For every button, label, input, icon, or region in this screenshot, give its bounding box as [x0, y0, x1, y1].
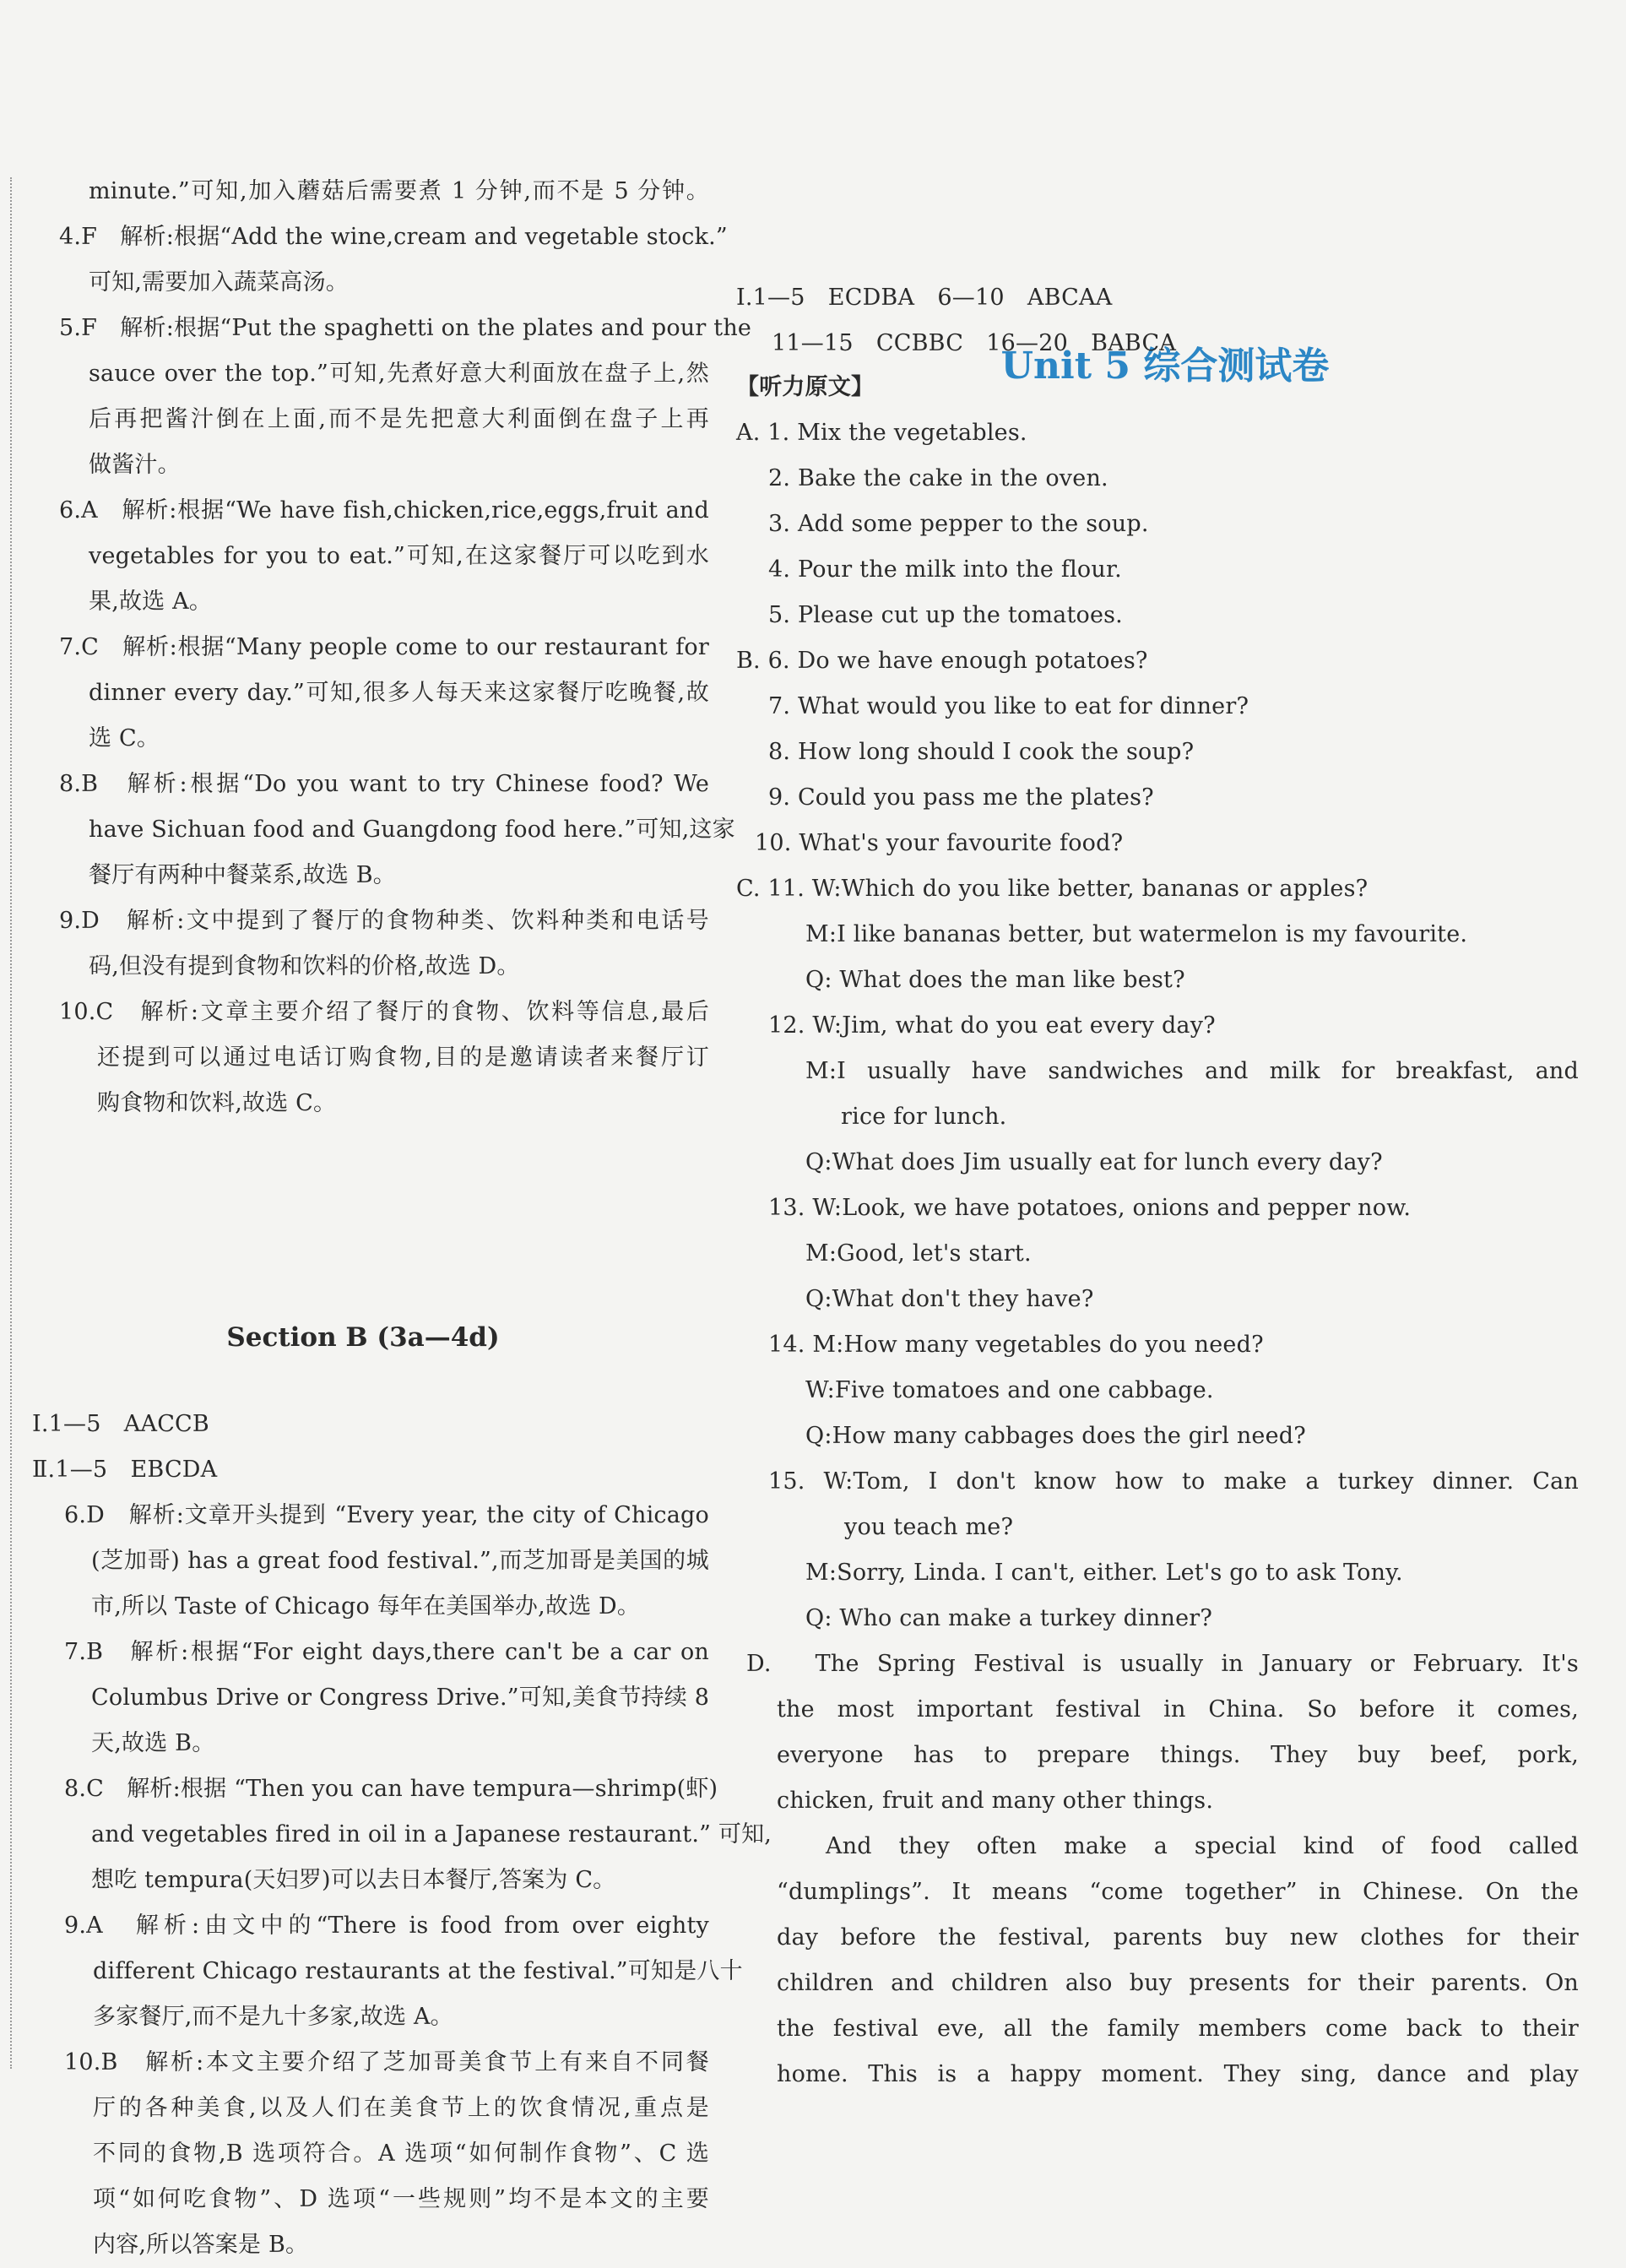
text-line: have Sichuan food and Guangdong food here.”可知,这家 [89, 817, 735, 843]
script-line: B. 6. Do we have enough potatoes? [736, 648, 1148, 674]
text-line: 项“如何吃食物”、D 选项“一些规则”均不是本文的主要 [93, 2186, 709, 2212]
script-line: Q: What does the man like best? [805, 967, 1185, 993]
text-line: 可知,需要加入蔬菜高汤。 [89, 269, 349, 296]
text-line: minute.”可知,加入蘑菇后需要煮 1 分钟,而不是 5 分钟。 [89, 178, 709, 204]
passage-line: “dumplings”. It means “come together” in Chinese. On the [777, 1879, 1579, 1905]
passage-line: chicken, fruit and many other things. [777, 1788, 1214, 1814]
script-line: 13. W:Look, we have potatoes, onions and pepper now. [768, 1195, 1412, 1221]
answer-item-8: 8.C 解析:根据 “Then you can have tempura—shrimp(虾) [64, 1776, 718, 1802]
text-line: 后再把酱汁倒在上面,而不是先把意大利面倒在盘子上再 [89, 406, 709, 432]
script-line: 4. Pour the milk into the flour. [768, 556, 1122, 583]
answer-item-10: 10.B 解析:本文主要介绍了芝加哥美食节上有来自不同餐 [64, 2049, 709, 2075]
text-line: 天,故选 B。 [91, 1730, 215, 1756]
script-line: Q:How many cabbages does the girl need? [805, 1423, 1306, 1449]
listening-script-heading: 【听力原文】 [736, 374, 875, 400]
section-title: Section B (3a—4d) [226, 1322, 500, 1353]
passage-line: children and children also buy presents for their parents. On [777, 1970, 1579, 1996]
answer-item-6: 6.D 解析:文章开头提到 “Every year, the city of Chicago [64, 1502, 709, 1528]
text-line: 厅的各种美食,以及人们在美食节上的饮食情况,重点是 [93, 2095, 709, 2121]
text-line: 果,故选 A。 [89, 589, 213, 615]
script-line: Q:What does Jim usually eat for lunch every day? [805, 1149, 1383, 1175]
text-line: 购食物和饮料,故选 C。 [97, 1090, 337, 1116]
script-line: 10. What's your favourite food? [755, 830, 1124, 856]
unit-title: Unit 5 综合测试卷 [1000, 345, 1330, 388]
text-line: (芝加哥) has a great food festival.”,而芝加哥是美国的城 [91, 1548, 709, 1574]
text-line: 做酱汁。 [89, 452, 181, 478]
script-line: M:Sorry, Linda. I can't, either. Let's go to ask Tony. [805, 1560, 1403, 1586]
answer-item-9: 9.A 解析:由文中的“There is food from over eighty [64, 1913, 709, 1939]
script-line: 2. Bake the cake in the oven. [768, 465, 1108, 491]
passage-line: the most important festival in China. So before it comes, [777, 1696, 1579, 1723]
text-line: dinner every day.”可知,很多人每天来这家餐厅吃晚餐,故 [89, 680, 709, 706]
text-line: 码,但没有提到食物和饮料的价格,故选 D。 [89, 953, 520, 979]
passage-line: D. The Spring Festival is usually in January or February. It's [746, 1651, 1579, 1677]
answer-item-7: 7.C 解析:根据“Many people come to our restaurant for [59, 634, 709, 660]
passage-line: home. This is a happy moment. They sing, dance and play [777, 2061, 1579, 2087]
answer-group-2: Ⅱ.1—5 EBCDA [32, 1457, 218, 1483]
script-line: you teach me? [844, 1514, 1014, 1540]
text-line: 选 C。 [89, 725, 160, 751]
answer-item-6: 6.A 解析:根据“We have fish,chicken,rice,eggs,fruit and [59, 497, 709, 524]
script-line: A. 1. Mix the vegetables. [736, 420, 1027, 446]
script-line: 9. Could you pass me the plates? [768, 784, 1154, 811]
script-line: 7. What would you like to eat for dinner? [768, 693, 1249, 719]
passage-line: everyone has to prepare things. They buy beef, pork, [777, 1742, 1579, 1768]
text-line: sauce over the top.”可知,先煮好意大利面放在盘子上,然 [89, 361, 709, 387]
script-line: M:I like bananas better, but watermelon is my favourite. [805, 921, 1468, 947]
passage-line: day before the festival, parents buy new clothes for their [777, 1924, 1579, 1951]
script-line: 5. Please cut up the tomatoes. [768, 602, 1123, 628]
script-line: 14. M:How many vegetables do you need? [768, 1332, 1264, 1358]
text-line: 想吃 tempura(天妇罗)可以去日本餐厅,答案为 C。 [91, 1867, 616, 1893]
text-line: 市,所以 Taste of Chicago 每年在美国举办,故选 D。 [91, 1593, 641, 1620]
answer-group-1: Ⅰ.1—5 ECDBA 6—10 ABCAA [736, 285, 1113, 311]
passage-line: And they often make a special kind of food called [826, 1833, 1579, 1859]
script-line: W:Five tomatoes and one cabbage. [805, 1377, 1214, 1403]
right-column [734, 169, 1596, 2094]
text-line: different Chicago restaurants at the festival.”可知是八十 [93, 1958, 743, 1984]
text-line: 多家餐厅,而不是九十多家,故选 A。 [93, 2004, 453, 2030]
script-line: 12. W:Jim, what do you eat every day? [768, 1012, 1216, 1039]
script-line: M:Good, let's start. [805, 1240, 1032, 1267]
script-line: Q:What don't they have? [805, 1286, 1094, 1312]
answer-item-7: 7.B 解析:根据“For eight days,there can't be a car on [64, 1639, 709, 1665]
answer-item-4: 4.F 解析:根据“Add the wine,cream and vegetable stock.” [59, 224, 728, 250]
text-line: 内容,所以答案是 B。 [93, 2232, 309, 2258]
left-column [0, 169, 772, 2258]
answer-item-9: 9.D 解析:文中提到了餐厅的食物种类、饮料种类和电话号 [59, 908, 709, 934]
answer-item-5: 5.F 解析:根据“Put the spaghetti on the plates and pour the [59, 315, 752, 341]
text-line: 不同的食物,B 选项符合。A 选项“如何制作食物”、C 选 [93, 2140, 709, 2167]
script-line: 15. W:Tom, I don't know how to make a turkey dinner. Can [768, 1468, 1579, 1495]
text-line: vegetables for you to eat.”可知,在这家餐厅可以吃到水 [89, 543, 709, 569]
text-line: and vegetables fired in oil in a Japanese restaurant.” 可知, [91, 1821, 772, 1847]
script-line: 8. How long should I cook the soup? [768, 739, 1195, 765]
answer-group-1-cont: 11—15 CCBBC 16—20 BABCA [772, 330, 1177, 356]
text-line: Columbus Drive or Congress Drive.”可知,美食节持续 8 [91, 1685, 710, 1711]
text-line: 餐厅有两种中餐菜系,故选 B。 [89, 862, 397, 888]
passage-line: the festival eve, all the family members come back to their [777, 2016, 1579, 2042]
text-line: 还提到可以通过电话订购食物,目的是邀请读者来餐厅订 [97, 1044, 709, 1071]
answer-item-8: 8.B 解析:根据“Do you want to try Chinese food? We [59, 771, 709, 797]
script-line: rice for lunch. [841, 1104, 1007, 1130]
script-line: M:I usually have sandwiches and milk for breakfast, and [805, 1058, 1579, 1084]
script-line: 3. Add some pepper to the soup. [768, 511, 1149, 537]
answer-group-1: Ⅰ.1—5 AACCB [32, 1411, 209, 1437]
answer-item-10: 10.C 解析:文章主要介绍了餐厅的食物、饮料等信息,最后 [59, 999, 709, 1025]
script-line: Q: Who can make a turkey dinner? [805, 1605, 1213, 1631]
script-line: C. 11. W:Which do you like better, bananas or apples? [736, 876, 1369, 902]
